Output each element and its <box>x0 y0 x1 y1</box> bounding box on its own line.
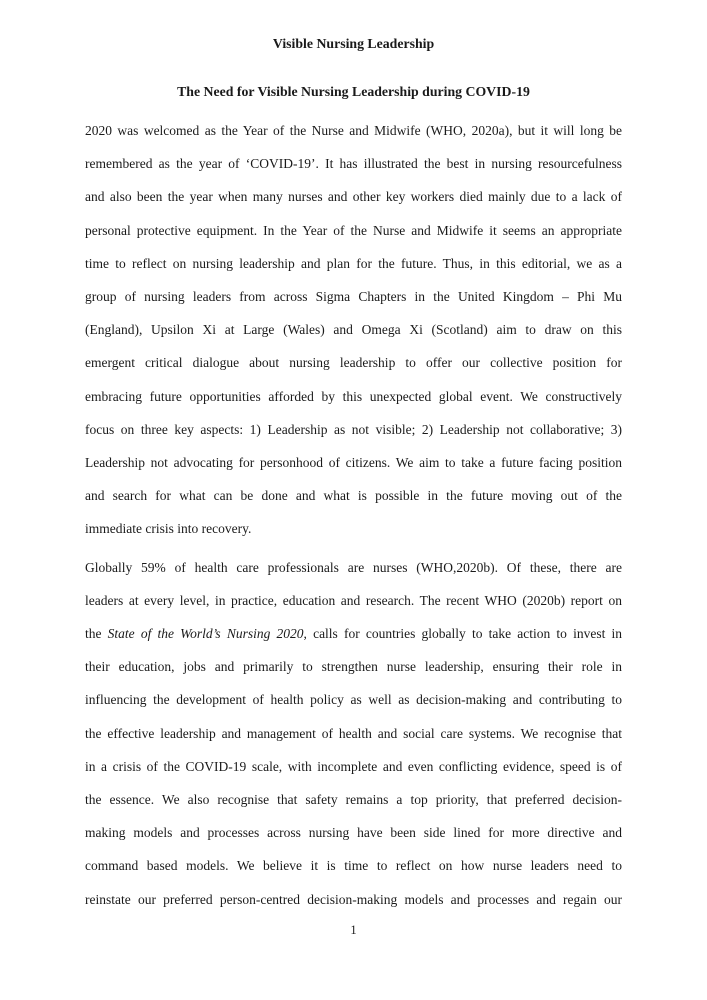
text-segment: (England), Upsilon Xi at Large (Wales) and Omega Xi (Scotland) aim to draw on this <box>85 322 622 338</box>
page-content <box>85 0 622 916</box>
body-line <box>85 180 622 213</box>
text-segment: Globally 59% of health care professionals are nurses (WHO,2020b). Of these, there are <box>85 559 622 575</box>
body-line <box>85 147 622 180</box>
body-line <box>85 214 622 247</box>
text-segment: command based models. We believe it is time to reflect on how nurse leaders need to <box>85 858 622 874</box>
text-segment: and also been the year when many nurses and other key workers died mainly due to a lack of <box>85 189 622 205</box>
body-line <box>85 280 622 313</box>
body-line <box>85 114 622 147</box>
italic-text: State of the World’s Nursing 2020 <box>107 626 304 642</box>
text-segment: making models and processes across nursing have been side lined for more directive and <box>85 825 622 841</box>
text-segment: immediate crisis into recovery. <box>85 521 252 537</box>
text-segment: leaders at every level, in practice, education and research. The recent WHO (2020b) report on <box>85 592 622 608</box>
body-line <box>85 750 622 783</box>
body-line <box>85 413 622 446</box>
text-segment: in a crisis of the COVID-19 scale, with incomplete and even conflicting evidence, speed is of <box>85 758 622 774</box>
body-line <box>85 816 622 849</box>
paragraph <box>85 551 622 916</box>
body-line <box>85 584 622 617</box>
body-line <box>85 717 622 750</box>
body-line <box>85 617 622 650</box>
text-segment: their education, jobs and primarily to strengthen nurse leadership, ensuring their role in <box>85 659 622 675</box>
page-number: 1 <box>350 923 357 937</box>
text-segment: personal protective equipment. In the Year of the Nurse and Midwife it seems an appropriate <box>85 222 622 238</box>
text-segment: remembered as the year of ‘COVID-19’. It has illustrated the best in nursing resourcefulness <box>85 156 622 172</box>
body-line <box>85 650 622 683</box>
text-segment: the effective leadership and management of health and social care systems. We recognise that <box>85 725 622 741</box>
body-line <box>85 479 622 512</box>
body-line <box>85 849 622 882</box>
text-segment: time to reflect on nursing leadership and plan for the future. Thus, in this editorial, we as a <box>85 255 622 271</box>
text-segment: the <box>85 626 108 642</box>
text-segment: group of nursing leaders from across Sigma Chapters in the United Kingdom – Phi Mu <box>85 289 622 305</box>
body-line <box>85 446 622 479</box>
text-segment: focus on three key aspects: 1) Leadership as not visible; 2) Leadership not collaborative; 3) <box>85 421 622 437</box>
text-segment: emergent critical dialogue about nursing leadership to offer our collective position for <box>85 355 622 371</box>
body-line <box>85 683 622 716</box>
body-line <box>85 346 622 379</box>
body-line <box>85 512 622 545</box>
body-line <box>85 551 622 584</box>
text-segment: Leadership not advocating for personhood of citizens. We aim to take a future facing position <box>85 455 622 471</box>
body-line <box>85 783 622 816</box>
body-text <box>85 114 622 916</box>
body-line <box>85 313 622 346</box>
text-segment: 2020 was welcomed as the Year of the Nurse and Midwife (WHO, 2020a), but it will long be <box>85 123 622 138</box>
text-segment: influencing the development of health policy as well as decision-making and contributing to <box>85 692 622 708</box>
text-segment: and search for what can be done and what is possible in the future moving out of the <box>85 488 622 504</box>
text-segment: reinstate our preferred person-centred decision-making models and processes and regain our <box>85 891 622 907</box>
text-segment: , calls for countries globally to take action to invest in <box>303 626 622 642</box>
body-line <box>85 380 622 413</box>
body-line <box>85 883 622 916</box>
running-head: Visible Nursing Leadership <box>272 36 435 51</box>
body-line <box>85 247 622 280</box>
text-segment: embracing future opportunities afforded by this unexpected global event. We constructively <box>85 388 622 404</box>
paragraph <box>85 114 622 546</box>
document-title: The Need for Visible Nursing Leadership during COVID-19 <box>177 84 530 99</box>
text-segment: the essence. We also recognise that safety remains a top priority, that preferred decision- <box>85 792 622 808</box>
